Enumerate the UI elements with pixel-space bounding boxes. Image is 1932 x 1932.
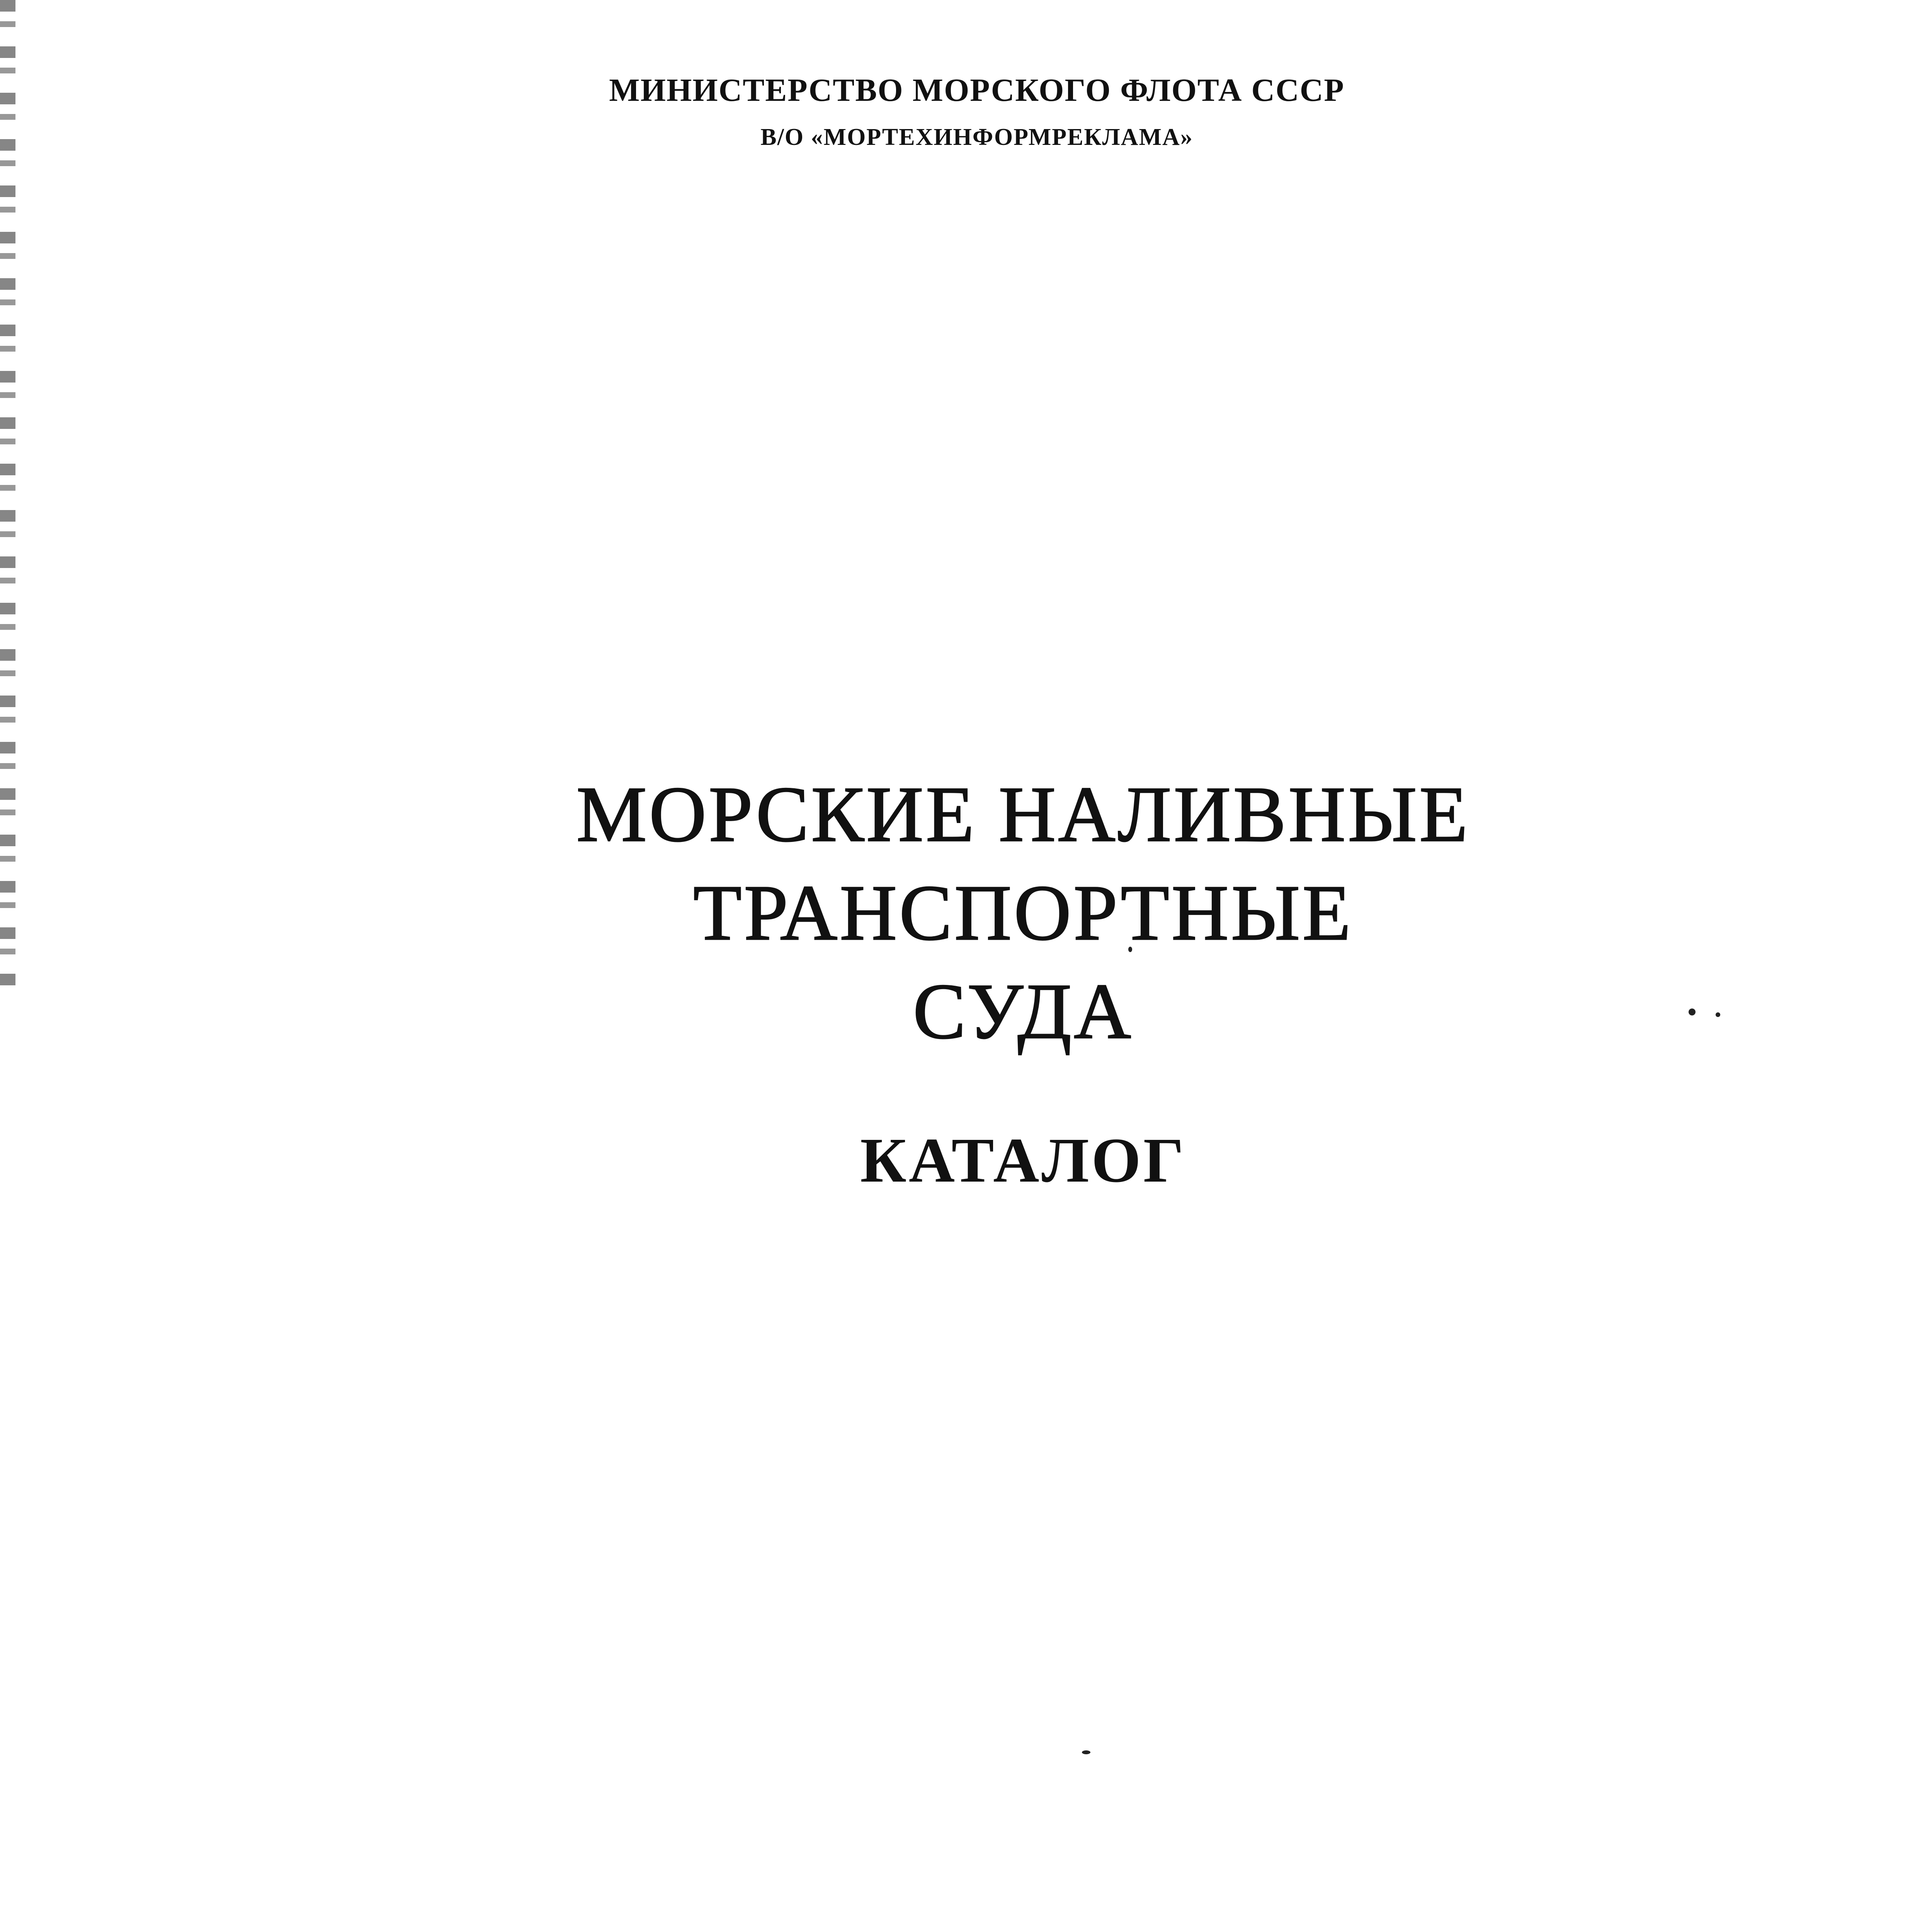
title-line-3: СУДА bbox=[913, 968, 1134, 1055]
title-line-1: МОРСКИЕ НАЛИВНЫЕ bbox=[576, 770, 1470, 858]
organization-name: В/О «МОРТЕХИНФОРМРЕКЛАМА» bbox=[760, 124, 1193, 150]
scan-speck bbox=[1082, 1750, 1090, 1754]
ministry-name: МИНИСТЕРСТВО МОРСКОГО ФЛОТА СССР bbox=[609, 72, 1345, 108]
title-line-2: ТРАНСПОРТНЫЕ bbox=[693, 869, 1353, 957]
document-type: КАТАЛОГ bbox=[860, 1125, 1186, 1196]
